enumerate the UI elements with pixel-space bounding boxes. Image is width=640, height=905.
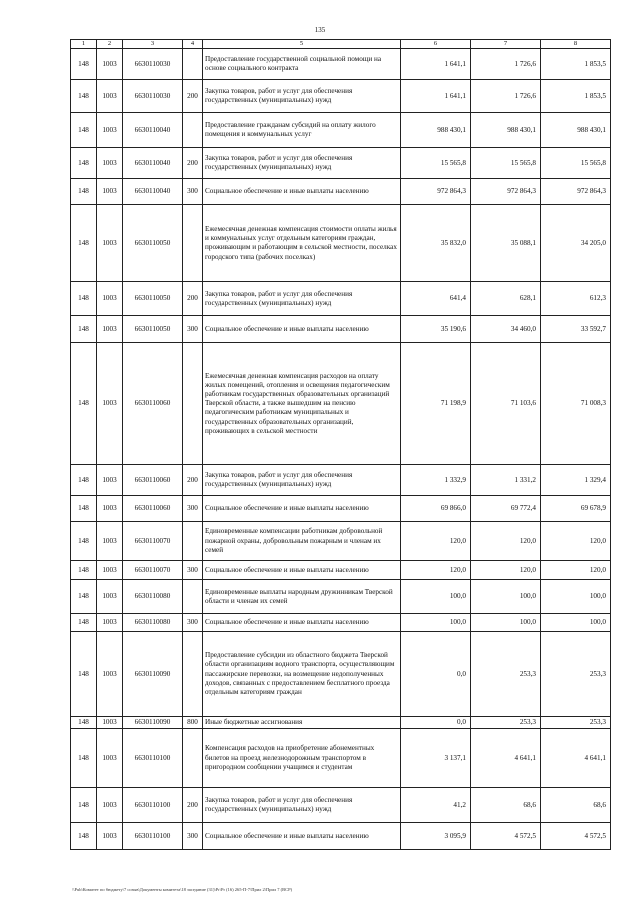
cell-expense-type [183,580,203,614]
cell-description: Компенсация расходов на приобретение абонементных билетов на проезд железнодорожным транспортом в пригородном сообщении учащимся и студентам [203,729,401,788]
cell-description: Закупка товаров, работ и услуг для обеспечения государственных (муниципальных) нужд [203,148,401,179]
cell-subsection: 1003 [97,614,123,632]
cell-amount-year2: 1 726,6 [471,49,541,80]
cell-target-article: 6630110040 [123,179,183,205]
cell-description: Социальное обеспечение и иные выплаты населению [203,823,401,850]
cell-subsection: 1003 [97,113,123,148]
cell-expense-type [183,205,203,282]
cell-amount-year3: 120,0 [541,522,611,561]
cell-description: Иные бюджетные ассигнования [203,717,401,729]
cell-amount-year2: 100,0 [471,614,541,632]
cell-amount-year1: 1 641,1 [401,49,471,80]
cell-amount-year3: 4 572,5 [541,823,611,850]
cell-amount-year2: 120,0 [471,561,541,580]
col-header: 5 [203,40,401,49]
cell-amount-year3: 68,6 [541,788,611,823]
cell-section: 148 [71,80,97,113]
cell-section: 148 [71,148,97,179]
cell-description: Социальное обеспечение и иные выплаты населению [203,561,401,580]
cell-amount-year3: 612,3 [541,282,611,316]
cell-section: 148 [71,788,97,823]
col-header: 8 [541,40,611,49]
table-row [71,561,611,580]
cell-target-article: 6630110090 [123,632,183,717]
cell-amount-year1: 69 866,0 [401,496,471,522]
cell-subsection: 1003 [97,148,123,179]
cell-section: 148 [71,496,97,522]
cell-amount-year2: 628,1 [471,282,541,316]
cell-expense-type: 800 [183,717,203,729]
cell-description: Единовременные выплаты народным дружинникам Тверской области и членам их семей [203,580,401,614]
table-row [71,729,611,788]
table-row [71,179,611,205]
cell-section: 148 [71,632,97,717]
cell-section: 148 [71,614,97,632]
table-row [71,496,611,522]
table-row [71,282,611,316]
cell-amount-year1: 0,0 [401,632,471,717]
cell-section: 148 [71,343,97,465]
cell-expense-type [183,632,203,717]
cell-target-article: 6630110080 [123,580,183,614]
cell-target-article: 6630110070 [123,561,183,580]
cell-amount-year2: 1 331,2 [471,465,541,496]
cell-amount-year1: 1 641,1 [401,80,471,113]
table-row [71,316,611,343]
cell-amount-year3: 120,0 [541,561,611,580]
cell-target-article: 6630110040 [123,148,183,179]
cell-expense-type [183,49,203,80]
table-row [71,823,611,850]
cell-section: 148 [71,205,97,282]
cell-description: Предоставление государственной социальной помощи на основе социального контракта [203,49,401,80]
table-row [71,343,611,465]
cell-amount-year3: 1 329,4 [541,465,611,496]
cell-amount-year1: 100,0 [401,580,471,614]
cell-amount-year1: 41,2 [401,788,471,823]
cell-amount-year3: 972 864,3 [541,179,611,205]
cell-subsection: 1003 [97,580,123,614]
cell-amount-year2: 120,0 [471,522,541,561]
cell-amount-year1: 35 832,0 [401,205,471,282]
cell-section: 148 [71,522,97,561]
cell-target-article: 6630110030 [123,80,183,113]
cell-target-article: 6630110100 [123,823,183,850]
cell-target-article: 6630110080 [123,614,183,632]
table-row [71,49,611,80]
cell-expense-type: 200 [183,148,203,179]
cell-section: 148 [71,465,97,496]
cell-subsection: 1003 [97,316,123,343]
cell-amount-year2: 69 772,4 [471,496,541,522]
budget-table [70,39,611,850]
cell-description: Закупка товаров, работ и услуг для обеспечения государственных (муниципальных) нужд [203,80,401,113]
page-number: 135 [314,26,326,34]
cell-amount-year3: 1 853,5 [541,49,611,80]
cell-amount-year2: 100,0 [471,580,541,614]
file-path-footer: \\Pub\Комитет по бюджету\7 созыв\Документы комитета\18 заседание (31)\Pr\Pr (16) 265-П-7\Прил 2\Прил 7 (ВСР) [72,887,293,892]
cell-amount-year3: 69 678,9 [541,496,611,522]
cell-subsection: 1003 [97,496,123,522]
cell-target-article: 6630110090 [123,717,183,729]
table-row [71,113,611,148]
table-row [71,148,611,179]
cell-amount-year1: 35 190,6 [401,316,471,343]
cell-amount-year1: 120,0 [401,561,471,580]
cell-amount-year1: 100,0 [401,614,471,632]
table-row [71,788,611,823]
cell-subsection: 1003 [97,343,123,465]
cell-description: Предоставление субсидии из областного бюджета Тверской области организациям водного транспорта, осуществляющим пассажирские перевозки, на возмещение недополученных доходов, связанных с предоставлением бесплатного проезда отдельным категориям граждан [203,632,401,717]
cell-description: Единовременные компенсации работникам добровольной пожарной охраны, добровольным пожарным и членам их семей [203,522,401,561]
cell-subsection: 1003 [97,632,123,717]
table-row [71,632,611,717]
cell-target-article: 6630110060 [123,343,183,465]
cell-amount-year1: 3 095,9 [401,823,471,850]
table-row [71,205,611,282]
cell-amount-year3: 34 205,0 [541,205,611,282]
table-row [71,522,611,561]
cell-expense-type: 200 [183,465,203,496]
cell-amount-year2: 68,6 [471,788,541,823]
cell-amount-year2: 1 726,6 [471,80,541,113]
cell-amount-year2: 71 103,6 [471,343,541,465]
cell-section: 148 [71,561,97,580]
cell-subsection: 1003 [97,729,123,788]
cell-amount-year3: 33 592,7 [541,316,611,343]
cell-expense-type: 300 [183,316,203,343]
cell-target-article: 6630110100 [123,788,183,823]
cell-subsection: 1003 [97,282,123,316]
cell-target-article: 6630110050 [123,316,183,343]
cell-target-article: 6630110050 [123,205,183,282]
cell-section: 148 [71,282,97,316]
cell-amount-year2: 35 088,1 [471,205,541,282]
cell-description: Социальное обеспечение и иные выплаты населению [203,496,401,522]
cell-description: Закупка товаров, работ и услуг для обеспечения государственных (муниципальных) нужд [203,788,401,823]
col-header: 3 [123,40,183,49]
cell-expense-type [183,113,203,148]
cell-expense-type [183,343,203,465]
cell-amount-year3: 100,0 [541,580,611,614]
cell-description: Закупка товаров, работ и услуг для обеспечения государственных (муниципальных) нужд [203,282,401,316]
cell-subsection: 1003 [97,179,123,205]
cell-description: Ежемесячная денежная компенсация расходов на оплату жилых помещений, отопления и освещения педагогическим работникам государственных образовательных организаций Тверской области, а также вышедшим на пенсию педагогическим работникам муниципальных и государственных образовательных организаций, проживающих в сельской местности [203,343,401,465]
cell-amount-year3: 1 853,5 [541,80,611,113]
cell-subsection: 1003 [97,465,123,496]
table-row [71,80,611,113]
table-row [71,717,611,729]
cell-target-article: 6630110060 [123,496,183,522]
cell-expense-type: 200 [183,282,203,316]
cell-section: 148 [71,316,97,343]
cell-subsection: 1003 [97,823,123,850]
cell-section: 148 [71,823,97,850]
cell-description: Ежемесячная денежная компенсация стоимости оплаты жилья и коммунальных услуг отдельным категориям граждан, проживающим и работающим в сельской местности, поселках городского типа (рабочих поселках) [203,205,401,282]
cell-subsection: 1003 [97,205,123,282]
cell-amount-year2: 253,3 [471,632,541,717]
cell-expense-type: 300 [183,496,203,522]
table-row [71,614,611,632]
cell-amount-year3: 253,3 [541,717,611,729]
cell-amount-year3: 100,0 [541,614,611,632]
col-header: 6 [401,40,471,49]
cell-target-article: 6630110050 [123,282,183,316]
cell-section: 148 [71,113,97,148]
cell-section: 148 [71,580,97,614]
cell-description: Социальное обеспечение и иные выплаты населению [203,614,401,632]
cell-target-article: 6630110070 [123,522,183,561]
cell-subsection: 1003 [97,49,123,80]
cell-expense-type: 200 [183,80,203,113]
cell-amount-year1: 120,0 [401,522,471,561]
table-row [71,580,611,614]
cell-subsection: 1003 [97,522,123,561]
cell-amount-year1: 972 864,3 [401,179,471,205]
cell-amount-year1: 0,0 [401,717,471,729]
cell-amount-year3: 15 565,8 [541,148,611,179]
cell-section: 148 [71,729,97,788]
cell-subsection: 1003 [97,561,123,580]
cell-subsection: 1003 [97,788,123,823]
col-header: 2 [97,40,123,49]
cell-section: 148 [71,49,97,80]
cell-amount-year3: 988 430,1 [541,113,611,148]
cell-target-article: 6630110100 [123,729,183,788]
cell-amount-year2: 15 565,8 [471,148,541,179]
col-header: 1 [71,40,97,49]
cell-section: 148 [71,179,97,205]
cell-amount-year1: 3 137,1 [401,729,471,788]
cell-amount-year2: 34 460,0 [471,316,541,343]
cell-description: Закупка товаров, работ и услуг для обеспечения государственных (муниципальных) нужд [203,465,401,496]
cell-expense-type: 300 [183,823,203,850]
cell-description: Предоставление гражданам субсидий на оплату жилого помещения и коммунальных услуг [203,113,401,148]
cell-subsection: 1003 [97,717,123,729]
cell-amount-year2: 988 430,1 [471,113,541,148]
cell-amount-year1: 641,4 [401,282,471,316]
column-number-row [71,40,611,49]
col-header: 4 [183,40,203,49]
cell-description: Социальное обеспечение и иные выплаты населению [203,316,401,343]
cell-expense-type: 200 [183,788,203,823]
cell-amount-year3: 253,3 [541,632,611,717]
cell-amount-year2: 4 572,5 [471,823,541,850]
cell-expense-type: 300 [183,179,203,205]
cell-amount-year3: 4 641,1 [541,729,611,788]
cell-expense-type [183,522,203,561]
cell-subsection: 1003 [97,80,123,113]
cell-amount-year3: 71 008,3 [541,343,611,465]
col-header: 7 [471,40,541,49]
cell-target-article: 6630110030 [123,49,183,80]
cell-expense-type: 300 [183,614,203,632]
cell-section: 148 [71,717,97,729]
cell-amount-year2: 4 641,1 [471,729,541,788]
cell-target-article: 6630110040 [123,113,183,148]
cell-target-article: 6630110060 [123,465,183,496]
cell-amount-year1: 15 565,8 [401,148,471,179]
cell-amount-year1: 988 430,1 [401,113,471,148]
cell-amount-year1: 1 332,9 [401,465,471,496]
cell-expense-type: 300 [183,561,203,580]
cell-description: Социальное обеспечение и иные выплаты населению [203,179,401,205]
table-row [71,465,611,496]
cell-amount-year1: 71 198,9 [401,343,471,465]
cell-amount-year2: 972 864,3 [471,179,541,205]
cell-expense-type [183,729,203,788]
cell-amount-year2: 253,3 [471,717,541,729]
